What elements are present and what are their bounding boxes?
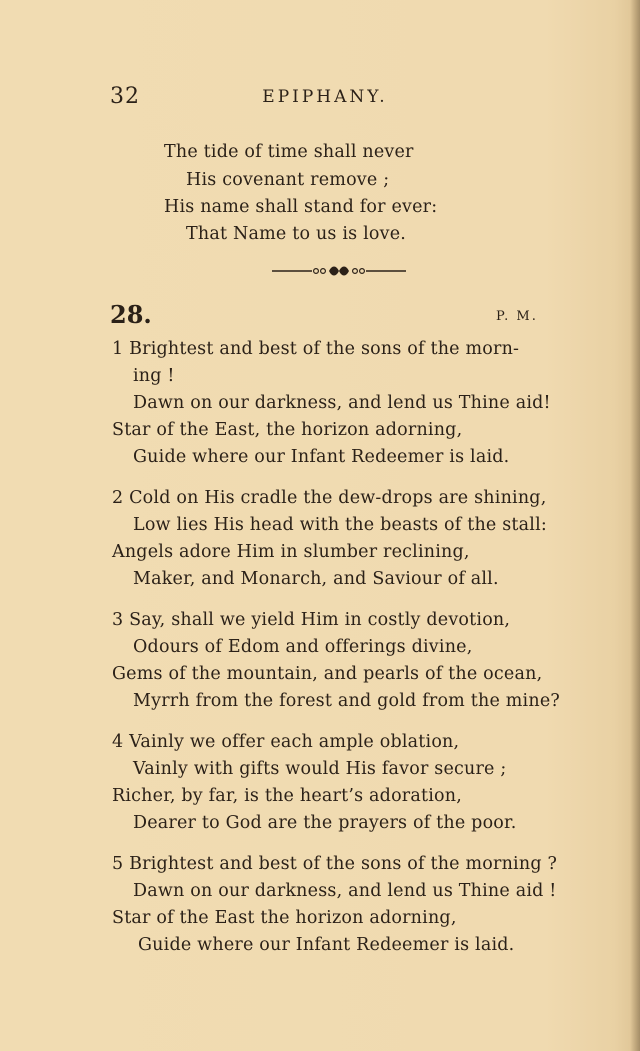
page-number: 32: [110, 84, 140, 109]
verse-line: 1 Brightest and best of the sons of the morn-: [112, 339, 520, 359]
verse-line: Myrrh from the forest and gold from the mine?: [133, 691, 560, 711]
verse-line: Low lies His head with the beasts of the stall:: [133, 515, 547, 535]
carryover-line: His name shall stand for ever:: [164, 197, 438, 217]
verse-line: ing !: [133, 366, 175, 386]
verse-line: 2 Cold on His cradle the dew-drops are shining,: [112, 488, 547, 508]
hymn-meter: P. M.: [496, 309, 538, 324]
verse-line: 5 Brightest and best of the sons of the morning ?: [112, 854, 558, 874]
verse-line: Dearer to God are the prayers of the poor.: [133, 813, 517, 833]
verse-line: Star of the East the horizon adorning,: [112, 908, 457, 928]
page-header: [110, 84, 540, 114]
verse-line: Star of the East, the horizon adorning,: [112, 420, 463, 440]
verse-line: Angels adore Him in slumber reclining,: [112, 542, 470, 562]
carryover-line: The tide of time shall never: [164, 142, 414, 162]
running-head: EPIPHANY.: [262, 87, 388, 107]
verse-line: Guide where our Infant Redeemer is laid.: [138, 935, 515, 955]
page-edge-shadow: [630, 0, 640, 1051]
verse-line: Dawn on our darkness, and lend us Thine aid!: [133, 393, 551, 413]
carryover-line: His covenant remove ;: [186, 170, 390, 190]
verse-line: Odours of Edom and offerings divine,: [133, 637, 473, 657]
verse-line: Vainly with gifts would His favor secure ;: [133, 759, 507, 779]
verse-line: Guide where our Infant Redeemer is laid.: [133, 447, 510, 467]
verse-line: Dawn on our darkness, and lend us Thine aid !: [133, 881, 557, 901]
verse-line: Gems of the mountain, and pearls of the ocean,: [112, 664, 543, 684]
verse-line: Maker, and Monarch, and Saviour of all.: [133, 569, 499, 589]
verse-line: 3 Say, shall we yield Him in costly devotion,: [112, 610, 511, 630]
verse-line: Richer, by far, is the heart’s adoration,: [112, 786, 462, 806]
ornament-divider: [272, 264, 406, 278]
hymn-number: 28.: [110, 300, 152, 329]
carryover-line: That Name to us is love.: [186, 224, 407, 244]
verse-line: 4 Vainly we offer each ample oblation,: [112, 732, 460, 752]
